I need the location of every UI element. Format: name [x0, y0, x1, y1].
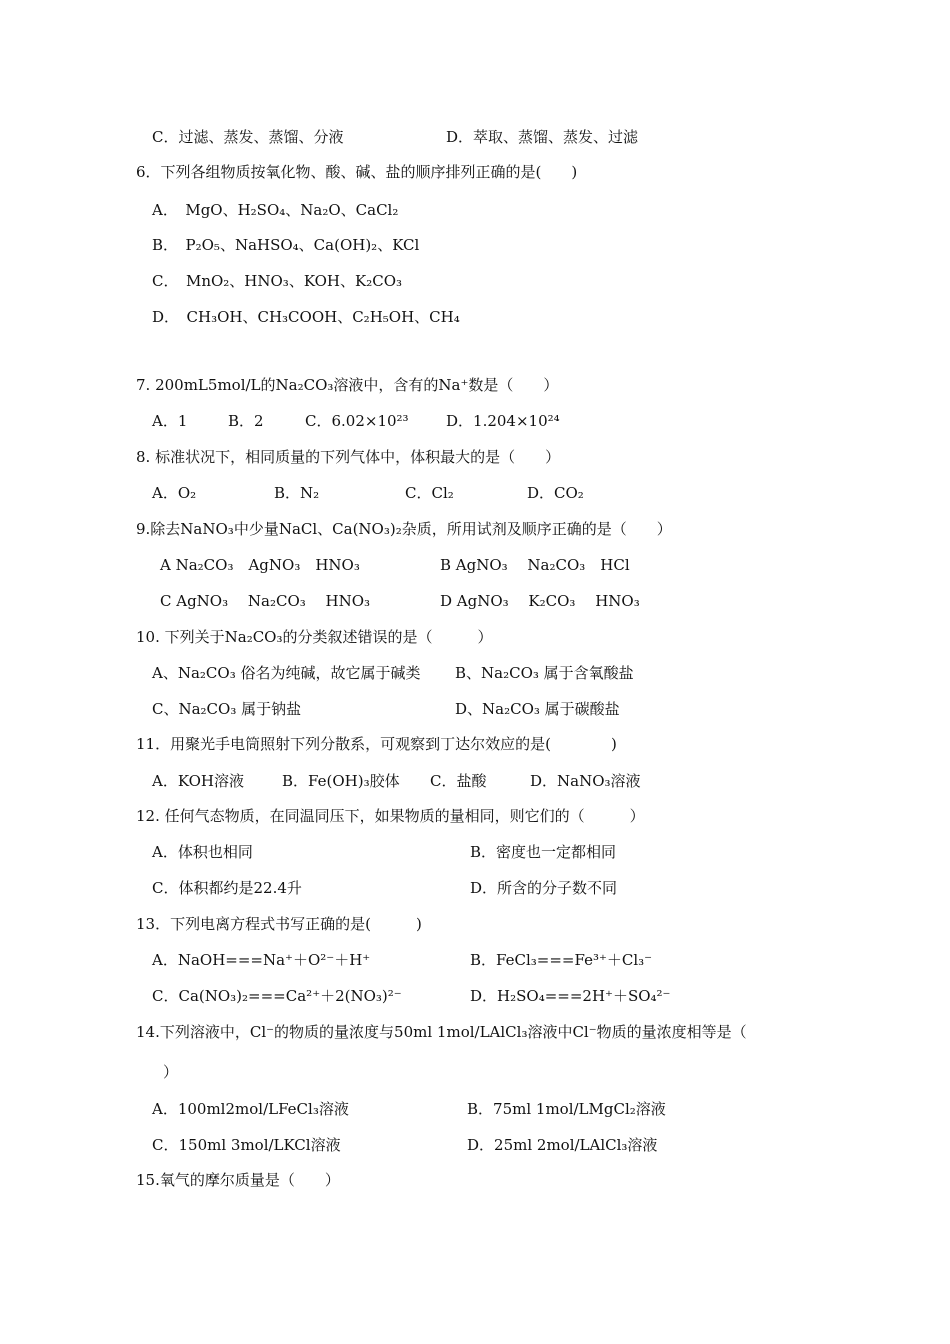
- q14-option-d: D．25ml 2mol/LAlCl₃溶液: [467, 1136, 658, 1154]
- q13-option-a: A．NaOH===Na⁺＋O²⁻＋H⁺: [152, 951, 371, 969]
- q13-option-d: D．H₂SO₄===2H⁺＋SO₄²⁻: [470, 987, 671, 1005]
- q11-stem: 11．用聚光手电筒照射下列分散系，可观察到丁达尔效应的是( ): [136, 735, 617, 753]
- q14-stem: 14.下列溶液中，Cl⁻的物质的量浓度与50ml 1mol/LAlCl₃溶液中Cl⁻物质的量浓度相等是（: [136, 1023, 747, 1041]
- q13-option-c: C．Ca(NO₃)₂===Ca²⁺＋2(NO₃)²⁻: [152, 987, 402, 1005]
- q10-stem: 10. 下列关于Na₂CO₃的分类叙述错误的是（ ）: [136, 628, 493, 646]
- q14-stem-continuation: ）: [163, 1063, 179, 1081]
- q5-option-c: C．过滤、蒸发、蒸馏、分液: [152, 128, 344, 146]
- q6-option-d: D． CH₃OH、CH₃COOH、C₂H₅OH、CH₄: [152, 308, 460, 326]
- q8-stem: 8. 标准状况下，相同质量的下列气体中，体积最大的是（ ）: [136, 448, 561, 466]
- q12-option-b: B．密度也一定都相同: [470, 843, 617, 861]
- q10-option-c: C、Na₂CO₃ 属于钠盐: [152, 700, 302, 718]
- q11-option-d: D．NaNO₃溶液: [530, 772, 641, 790]
- q7-option-c: C．6.02×10²³: [305, 412, 409, 430]
- q5-option-d: D．萃取、蒸馏、蒸发、过滤: [446, 128, 639, 146]
- q12-option-d: D．所含的分子数不同: [470, 879, 618, 897]
- q12-option-c: C．体积都约是22.4升: [152, 879, 302, 897]
- q8-option-a: A．O₂: [152, 484, 197, 502]
- q7-stem: 7. 200mL5mol/L的Na₂CO₃溶液中，含有的Na⁺数是（ ）: [136, 376, 559, 394]
- q10-option-b: B、Na₂CO₃ 属于含氧酸盐: [455, 664, 634, 682]
- q6-option-b: B． P₂O₅、NaHSO₄、Ca(OH)₂、KCl: [152, 236, 420, 254]
- q11-option-b: B．Fe(OH)₃胶体: [282, 772, 400, 790]
- q6-option-a: A． MgO、H₂SO₄、Na₂O、CaCl₂: [152, 201, 399, 219]
- q13-stem: 13．下列电离方程式书写正确的是( ): [136, 915, 422, 933]
- q7-option-a: A．1: [152, 412, 188, 430]
- q14-option-c: C．150ml 3mol/LKCl溶液: [152, 1136, 341, 1154]
- q11-option-c: C．盐酸: [430, 772, 487, 790]
- q14-option-b: B．75ml 1mol/LMgCl₂溶液: [467, 1100, 666, 1118]
- q7-option-d: D．1.204×10²⁴: [446, 412, 560, 430]
- q12-option-a: A．体积也相同: [152, 843, 253, 861]
- q8-option-d: D．CO₂: [527, 484, 584, 502]
- q10-option-a: A、Na₂CO₃ 俗名为纯碱，故它属于碱类: [152, 664, 421, 682]
- q9-option-b: B AgNO₃ Na₂CO₃ HCl: [440, 556, 630, 574]
- q11-option-a: A．KOH溶液: [152, 772, 245, 790]
- q9-option-a: A Na₂CO₃ AgNO₃ HNO₃: [160, 556, 360, 574]
- q6-stem: 6．下列各组物质按氧化物、酸、碱、盐的顺序排列正确的是( ): [136, 163, 578, 181]
- q6-option-c: C． MnO₂、HNO₃、KOH、K₂CO₃: [152, 272, 403, 290]
- q15-stem: 15.氧气的摩尔质量是（ ）: [136, 1171, 340, 1189]
- q8-option-c: C．Cl₂: [405, 484, 454, 502]
- q9-option-c: C AgNO₃ Na₂CO₃ HNO₃: [160, 592, 371, 610]
- q8-option-b: B．N₂: [274, 484, 320, 502]
- q12-stem: 12. 任何气态物质，在同温同压下，如果物质的量相同，则它们的（ ）: [136, 807, 645, 825]
- q14-option-a: A．100ml2mol/LFeCl₃溶液: [152, 1100, 349, 1118]
- q7-option-b: B．2: [228, 412, 264, 430]
- q9-option-d: D AgNO₃ K₂CO₃ HNO₃: [440, 592, 640, 610]
- q13-option-b: B．FeCl₃===Fe³⁺＋Cl₃⁻: [470, 951, 653, 969]
- q9-stem: 9.除去NaNO₃中少量NaCl、Ca(NO₃)₂杂质，所用试剂及顺序正确的是（ ）: [136, 520, 672, 538]
- q10-option-d: D、Na₂CO₃ 属于碳酸盐: [455, 700, 620, 718]
